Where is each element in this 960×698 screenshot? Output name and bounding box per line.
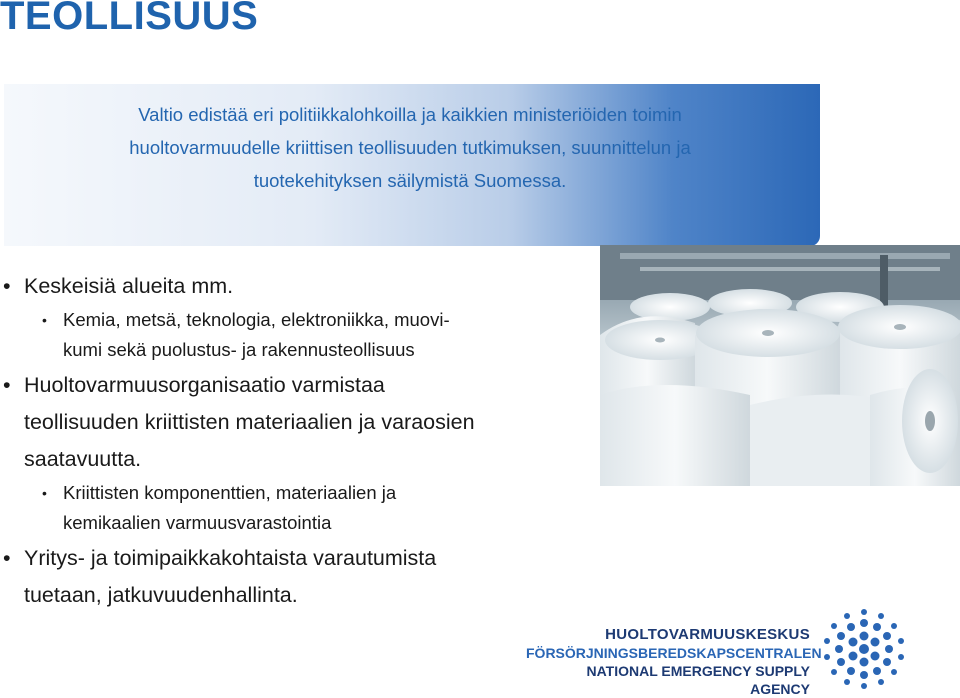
agency-logo-text bbox=[526, 625, 822, 698]
bullet-text: Huoltovarmuusorganisaatio varmistaa bbox=[24, 373, 385, 397]
page-title: TEOLLISUUS bbox=[0, 0, 259, 38]
callout-line: huoltovarmuudelle kriittisen teollisuuden tutkimuksen, suunnittelun ja bbox=[129, 137, 691, 158]
bullet-item bbox=[0, 268, 600, 305]
sub-bullet-text: kumi sekä puolustus- ja rakennusteollisuus bbox=[63, 339, 415, 360]
logo-line-en: NATIONAL EMERGENCY SUPPLY AGENCY bbox=[586, 663, 810, 697]
bullet-dot-icon: • bbox=[42, 312, 47, 328]
bullet-item bbox=[0, 540, 600, 614]
bullet-text: saatavuutta. bbox=[24, 447, 142, 471]
paper-rolls-illustration bbox=[600, 245, 960, 486]
bullet-dot-icon: • bbox=[3, 546, 11, 570]
bullet-text: teollisuuden kriittisten materiaalien ja varaosien bbox=[24, 410, 475, 434]
sub-bullet-text: kemikaalien varmuusvarastointia bbox=[63, 512, 332, 533]
intro-callout-text bbox=[20, 98, 800, 197]
sub-bullet-text: Kemia, metsä, teknologia, elektroniikka, muovi- bbox=[63, 309, 450, 330]
callout-line: tuotekehityksen säilymistä Suomessa. bbox=[253, 170, 567, 191]
logo-line-fi: HUOLTOVARMUUSKESKUS bbox=[605, 626, 810, 643]
bullet-list bbox=[0, 268, 600, 614]
bullet-text: Keskeisiä alueita mm. bbox=[24, 274, 234, 298]
logo-line-sv: FÖRSÖRJNINGSBEREDSKAPSCENTRALEN bbox=[526, 645, 822, 661]
bullet-item bbox=[0, 367, 600, 478]
agency-logo bbox=[526, 605, 960, 697]
bullet-dot-icon: • bbox=[42, 485, 47, 501]
bullet-text: Yritys- ja toimipaikkakohtaista varautumista bbox=[24, 546, 437, 570]
agency-emblem-icon bbox=[818, 609, 910, 689]
intro-callout bbox=[4, 84, 820, 246]
sub-bullet-item bbox=[0, 478, 600, 538]
callout-line: Valtio edistää eri politiikkalohkoilla ja kaikkien ministeriöiden toimin bbox=[138, 104, 682, 125]
sub-bullet-item bbox=[0, 305, 600, 365]
bullet-text: tuetaan, jatkuvuudenhallinta. bbox=[24, 583, 298, 607]
bullet-dot-icon: • bbox=[3, 373, 11, 397]
sub-bullet-text: Kriittisten komponenttien, materiaalien ja bbox=[63, 482, 397, 503]
paper-rolls-photo bbox=[600, 245, 960, 486]
bullet-dot-icon: • bbox=[3, 274, 11, 298]
